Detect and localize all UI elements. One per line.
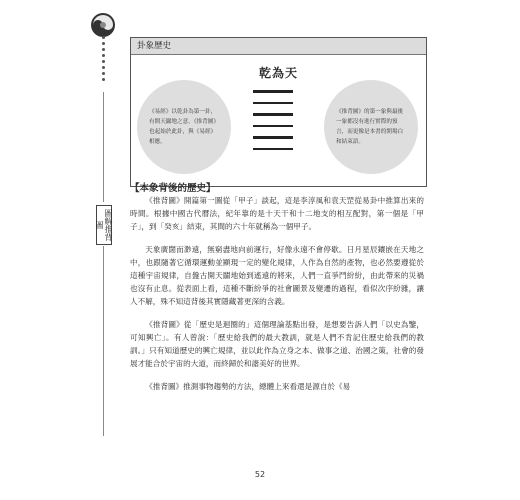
paragraph: 《推背圖》推測事物趨勢的方法，總體上來看還是源自於《易 — [145, 382, 351, 391]
paragraph: 《推背圖》開篇第一圖從「甲子」談起，這是李淳風和袁天罡從易卦中推算出來的時間。根據中國古代曆法，紀年靠的是十天干和十二地支的相互配對，第一個是「甲子」，到「癸亥」結束，其間的六十年就稱為一個甲子。 — [130, 196, 424, 231]
right-note-text: 《推背圖》的第一象與最後一象都沒有進行實際的預言，而更像是本書的開場白和結束語。 — [336, 109, 404, 145]
right-note-circle — [324, 80, 418, 174]
hexagram-line — [253, 125, 293, 128]
hexagram-title: 乾為天 — [258, 66, 298, 80]
hexagram-line — [253, 102, 293, 105]
rail-divider-top — [103, 92, 104, 202]
left-note-text: 《易經》以乾卦為第一卦，有開天闢地之意，《推背圖》也起始於此卦，與《易經》相應。 — [149, 109, 219, 145]
hexagram-line — [253, 90, 293, 93]
qian-hexagram-icon — [253, 90, 293, 159]
hexagram-figure-box — [130, 37, 427, 187]
paragraph: 《推背圖》從「歷史是迴圈的」這個理論基點出發，是想要告訴人們「以史為鑒，可知興亡」。有人曾說：「歷史給我們的最大教訓，就是人們不肯記住歷史給我們的教訓。」只有知道歷史的興亡規律，並以此作為立身之本、做事之道、治國之策，社會的發展才能合於宇宙的大道，而終歸於和諧美好的世界。 — [130, 320, 424, 368]
hexagram-line — [253, 136, 293, 139]
hexagram-line — [253, 113, 293, 116]
paragraph: 天象廣闊而渺遠，無窮盡地向前運行，好像永遠不會停歇。日月星辰鑲嵌在天地之中，也跟隨著它循環運動並顯現一定的變化規律，人作為自然的產物，也必然要遵從於這種宇宙規律，自盤古開天闢地始到遙遠的將來，人們一直爭鬥紛紛，由此帶來的災禍也沒有止息。從表面上看，這種不斷紛爭的社會圖景及變遷的過程，看似次序紛雜，讓人不解，殊不知這背後其實隱藏著更深的含義。 — [130, 245, 424, 306]
rail-divider-bottom — [103, 246, 104, 436]
body-text — [130, 194, 424, 403]
section-heading: 【本象背後的歷史】 — [130, 183, 216, 194]
left-note-circle — [137, 80, 231, 174]
hexagram-line — [253, 148, 293, 151]
figure-header: 卦象歷史 — [131, 38, 426, 55]
sidebar-chapter-label: 圖解推背圖 — [96, 205, 112, 245]
page-number: 52 — [254, 470, 266, 479]
emblem-bead-chain — [102, 36, 105, 86]
spiral-emblem-icon — [90, 12, 116, 38]
